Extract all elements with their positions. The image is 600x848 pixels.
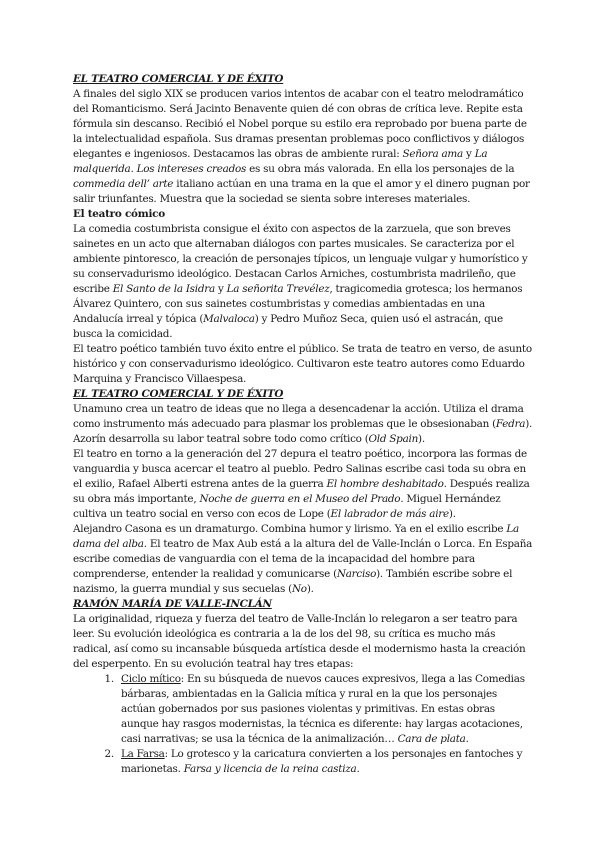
text: A finales del siglo XIX se producen varios intentos de acabar con el teatro melodramático del Romanticismo. Será Jacinto Benavente quien dé con obras de crítica leve. Repite esta fórmula sin descanso. Recibió el Nobel porque su estilo era reprobado por buena parte de la intelectualidad española. Sus dramas presentan problemas poco conflictivos y diálogos elegantes e ingeniosos. Destacamos las obras de ambiente rural: <box>73 88 527 160</box>
work-title: Fedra <box>495 418 526 430</box>
section-heading-teatro-comico: El teatro cómico <box>73 208 165 220</box>
text: . <box>130 163 137 175</box>
text: Alejandro Casona es un dramaturgo. Combina humor y lirismo. Ya en el exilio escribe <box>73 523 507 535</box>
work-title: El Santo de la Isidra <box>112 283 215 295</box>
list-item-label: La Farsa <box>121 748 165 760</box>
text: , tragicomedia grotesca; los hermanos Álvarez Quintero, con sus sainetes costumbristas y comedias ambientadas en una Andalucía irreal y tópica ( <box>73 283 523 325</box>
work-title: Old Spain <box>368 433 419 445</box>
work-title: La dama del alba <box>73 523 519 550</box>
text: es su obra más valorada. En ella los personajes de la <box>246 163 515 175</box>
text: La comedia costumbrista consigue el éxito con aspectos de la zarzuela, que son breves sainetes en un acto que alternaban diálogos con partes musicales. Se caracteriza por el ambiente pintoresco, la creación de personajes típicos, un lenguaje vulgar y humorístico y su conservadurismo ideológico. Destacan Carlos Arniches, costumbrista madrileño, que escribe <box>73 223 528 295</box>
work-title: La señorita Trevélez <box>226 283 330 295</box>
work-title: Señora ama <box>402 148 463 160</box>
text: : Lo grotesco y la caricatura convierten a los personajes en fantoches y marionetas. <box>121 748 523 775</box>
work-title: La malquerida <box>73 148 488 175</box>
paragraph-casona-aub <box>73 522 533 597</box>
work-title: Narciso <box>336 568 377 580</box>
text: . El teatro de Max Aub está a la altura del de Valle-Inclán o Lorca. En España escribe comedias de vanguardia con el tema de la incapacidad del hombre para comprenderse, entender la realidad y comunicarse ( <box>73 538 533 580</box>
paragraph-teatro-poetico: El teatro poético también tuvo éxito entre el público. Se trata de teatro en verso, de asunto histórico y con conservadurismo ideológico. Cultivaron este teatro autores como Eduardo Marquina y Francisco Villaespesa. <box>73 343 532 385</box>
paragraph-unamuno <box>73 402 533 447</box>
work-title: Los intereses creados <box>136 163 247 175</box>
text: . <box>356 763 360 775</box>
work-title: Farsa y licencia de la reina castiza <box>183 763 357 775</box>
work-title: Noche de guerra en el Museo del Prado <box>199 493 401 505</box>
text: . <box>465 733 469 745</box>
work-title: Malvaloca <box>203 313 255 325</box>
text: El teatro en torno a la generación del 27 depura el teatro poético, incorpora las formas de vanguardia y busca acercar el teatro al pueblo. Pedro Salinas escribe casi toda su obra en el exilio, Rafael Alberti estrena antes de la guerra <box>73 448 527 490</box>
text: : En su búsqueda de nuevos cauces expresivos, llega a las Comedias bárbaras, ambientadas en la Galicia mítica y rural en la que los personajes actúan gobernados por sus pasiones violentas y primitivas. En estas obras aunque hay rasgos modernistas, la técnica es diferente: hay largas acotaciones, casi narrativas; se usa la técnica de la animalización… <box>121 673 525 745</box>
paragraph-comedia-costumbrista <box>73 222 533 342</box>
text: ). <box>306 583 314 595</box>
text: italiano actúan en una trama en la que el amor y el dinero pugnan por salir triunfantes. Muestra que la sociedad se sienta sobre intereses materiales. <box>73 178 530 205</box>
paragraph-generacion-27 <box>73 447 533 522</box>
section-heading-teatro-comercial-2: EL TEATRO COMERCIAL Y DE ÉXITO <box>73 388 284 400</box>
italic-term: commedia dell’ arte <box>73 178 174 190</box>
text: Unamuno crea un teatro de ideas que no llega a desencadenar la acción. Utiliza el drama como instrumento más adecuado para plasmar los problemas que le obsesionaban ( <box>73 403 524 430</box>
list-item-label: Ciclo mítico <box>121 673 181 685</box>
text: ). Azorín desarrolla su labor teatral sobre todo como crítico ( <box>73 418 533 445</box>
text: . Después realiza su obra más importante, <box>73 478 530 505</box>
work-title: Cara de plata <box>397 733 466 745</box>
etapas-list <box>73 672 533 777</box>
work-title: El labrador de más aire <box>330 508 449 520</box>
text: ) y Pedro Muñoz Seca, quien usó el astracán, que busca la comicidad. <box>73 313 503 340</box>
text: y <box>462 148 475 160</box>
text: ). <box>418 433 425 445</box>
work-title: El hombre deshabitado <box>326 478 444 490</box>
list-item <box>117 672 533 747</box>
text: ). También escribe sobre el nazismo, la guerra mundial y sus secuelas ( <box>73 568 513 595</box>
text: . Miguel Hernández cultiva un teatro social en verso con ecos de Lope ( <box>73 493 501 520</box>
section-heading-teatro-comercial: EL TEATRO COMERCIAL Y DE ÉXITO <box>73 73 284 85</box>
text: y <box>214 283 227 295</box>
section-heading-valle-inclan: RAMÓN MARÍA DE VALLE-INCLÁN <box>73 598 272 610</box>
list-item <box>117 747 533 777</box>
paragraph-valle-inclan: La originalidad, riqueza y fuerza del teatro de Valle-Inclán lo relegaron a ser teatro para leer. Su evolución ideológica es contraria a la de los del 98, su crítica es mucho más radical, así como su incansable búsqueda artística desde el modernismo hasta la creación del esperpento. En su evolución teatral hay tres etapas: <box>73 613 526 670</box>
paragraph-benavente <box>73 87 533 207</box>
document-body <box>73 72 533 777</box>
text: ). <box>448 508 456 520</box>
work-title: No <box>291 583 307 595</box>
